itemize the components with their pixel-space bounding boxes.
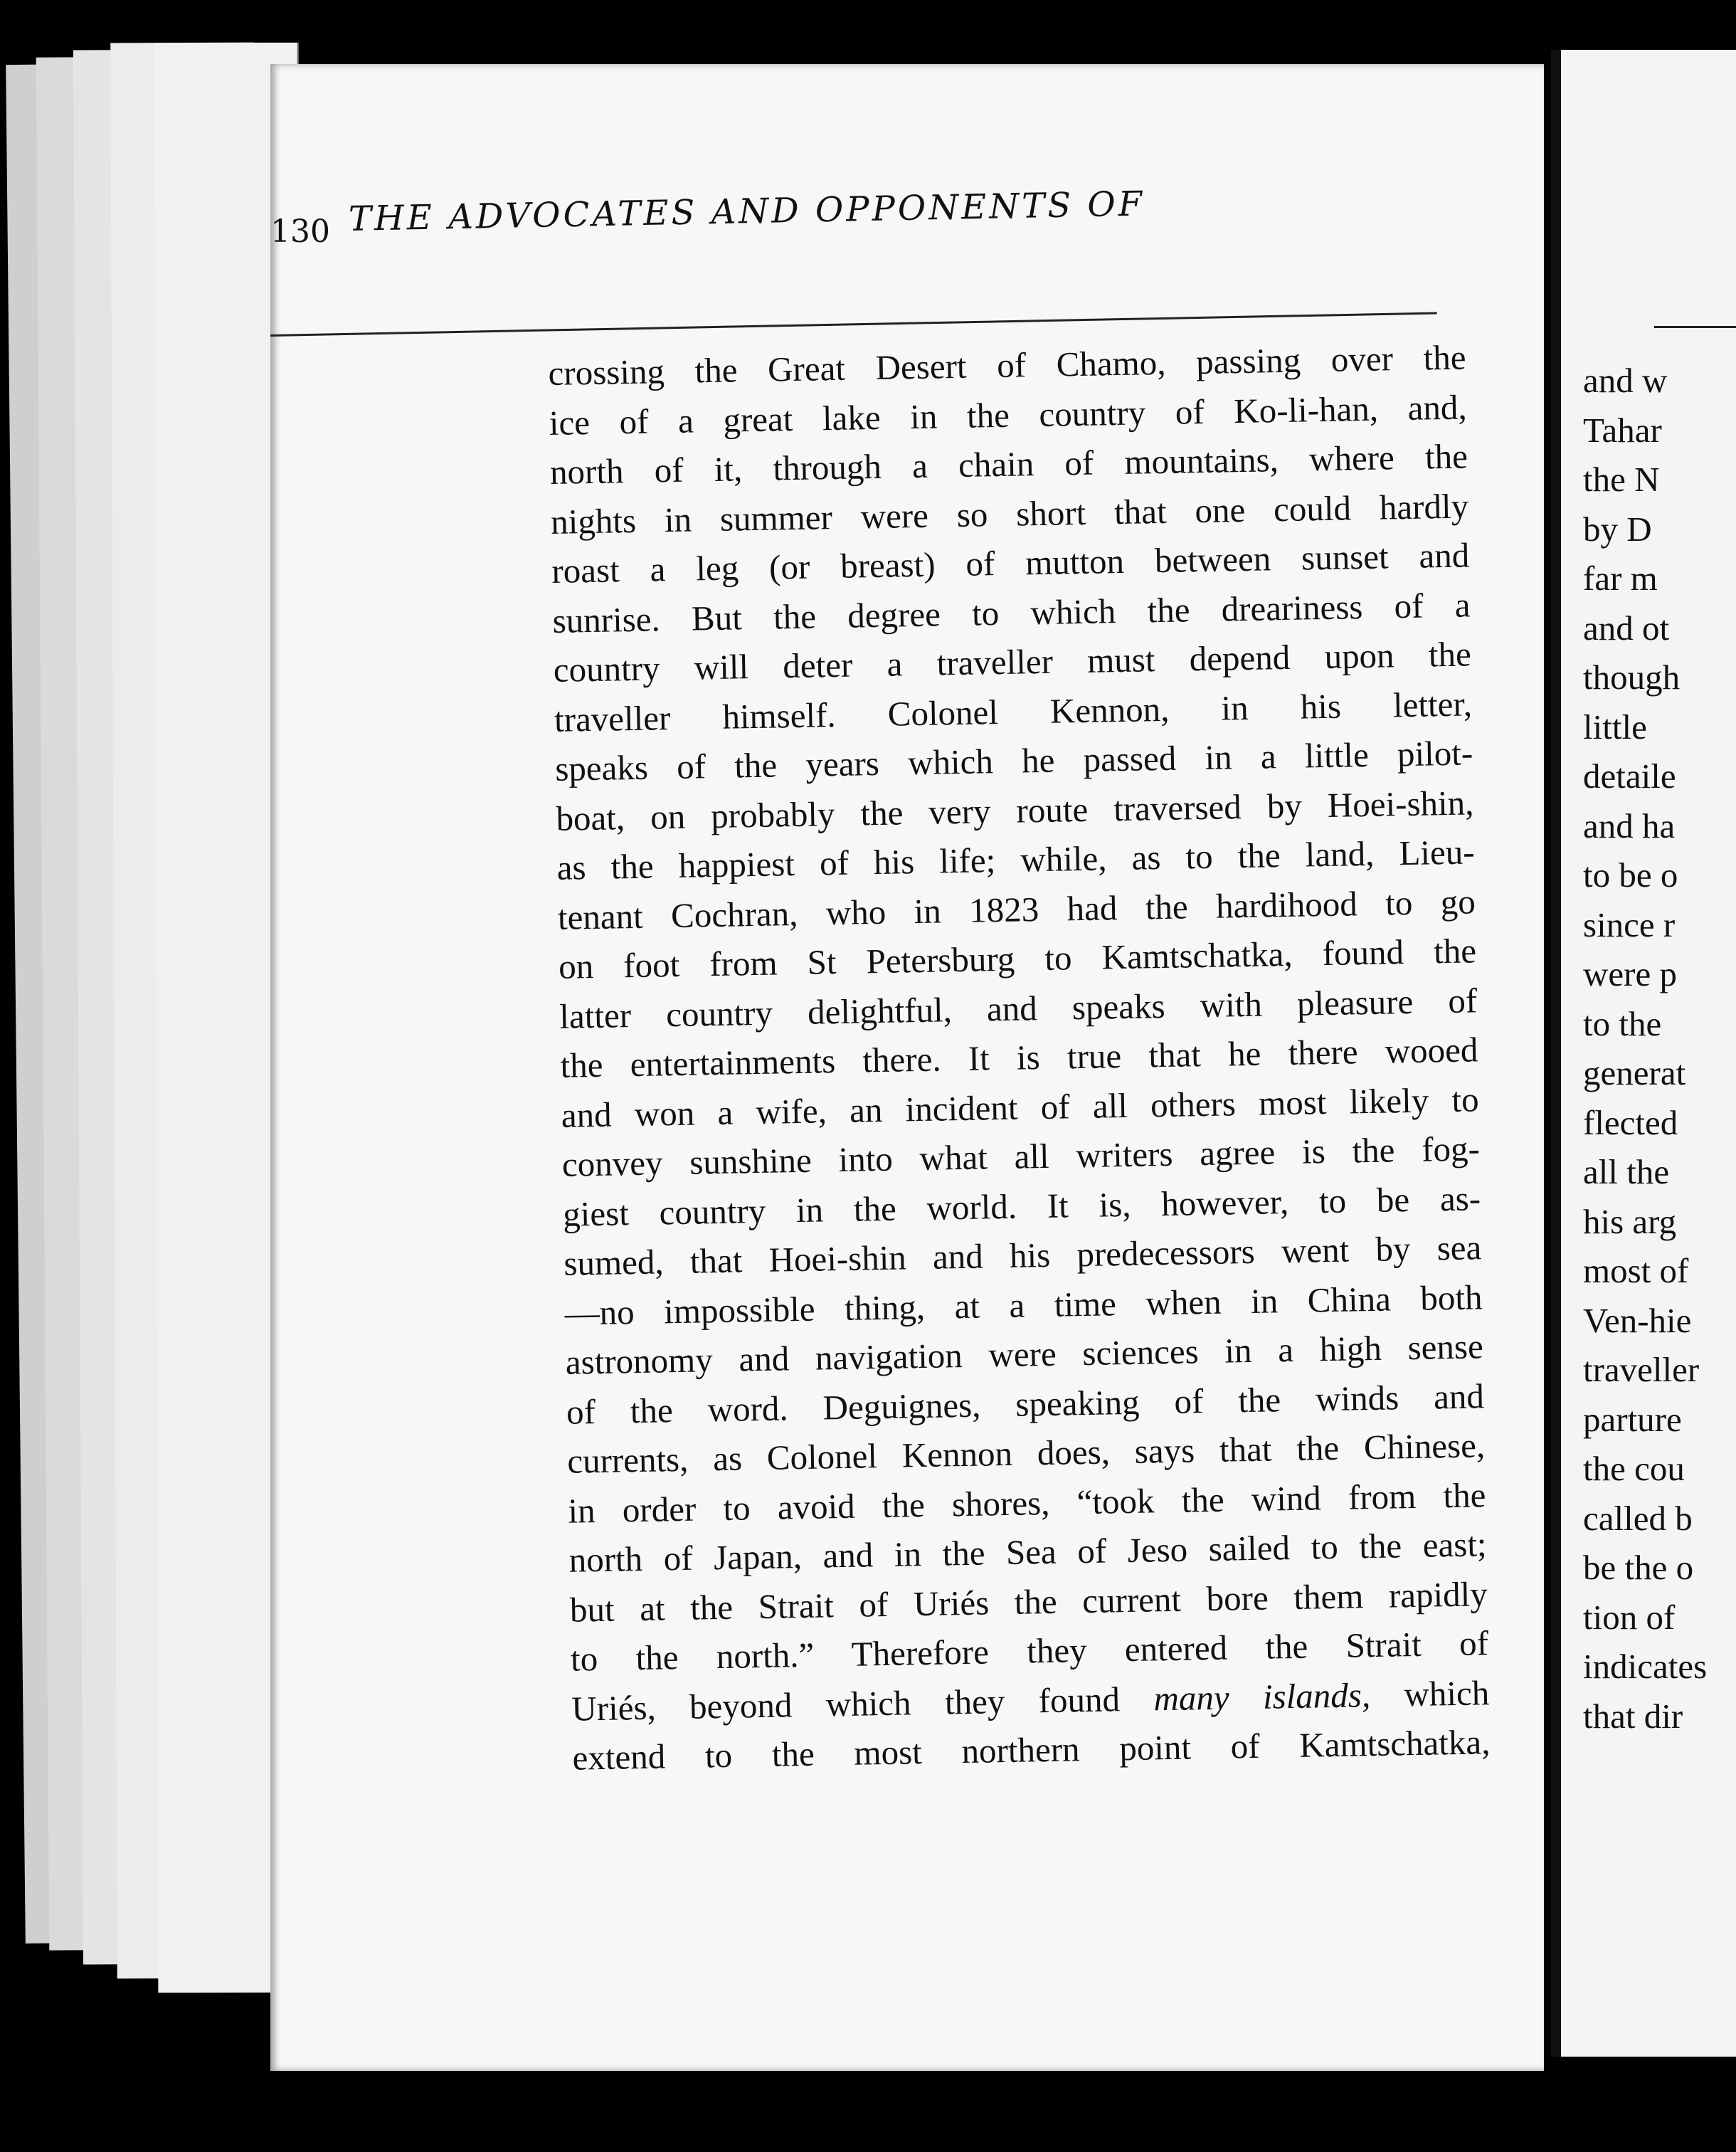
text-line: though — [1583, 658, 1681, 697]
body-text — [548, 332, 1491, 1783]
text-line: sunrise. But the degree to which the dreariness of a — [552, 584, 1471, 640]
text-line: generat — [1583, 1053, 1686, 1092]
text-line: and ot — [1583, 608, 1670, 648]
text-line: parture — [1583, 1399, 1682, 1439]
text-line: roast a leg (or breast) of mutton between sunset and — [551, 535, 1470, 591]
text-line: all the — [1583, 1152, 1670, 1191]
text-line: extend to the most northern point of Kamtschatka, — [572, 1722, 1491, 1778]
text-line: tenant Cochran, who in 1823 had the hardihood to go — [557, 881, 1476, 937]
text-line: most of — [1583, 1251, 1689, 1290]
running-head: THE ADVOCATES AND OPPONENTS OF — [348, 184, 1145, 239]
text-line: be the o — [1583, 1548, 1694, 1587]
text-line: little — [1583, 707, 1647, 747]
text-line: called b — [1583, 1498, 1693, 1538]
text-line: the cou — [1583, 1449, 1685, 1488]
text-line: north of Japan, and in the Sea of Jeso sailed to the east; — [568, 1524, 1487, 1580]
text-line: on foot from St Petersburg to Kamtschatka, found the — [558, 931, 1477, 986]
right-page-text — [1583, 356, 1736, 1741]
text-line: in order to avoid the shores, “took the wind from the — [568, 1475, 1486, 1531]
text-line: latter country delightful, and speaks with pleasure of — [559, 980, 1478, 1036]
text-line: as the happiest of his life; while, as to the land, Lieu- — [556, 832, 1476, 887]
text-line: and won a wife, an incident of all others most likely to — [561, 1079, 1480, 1135]
text-line: currents, as Colonel Kennon does, says that the Chinese, — [566, 1425, 1486, 1481]
text-line: detaile — [1583, 756, 1676, 796]
text-line: ice of a great lake in the country of Ko-li-han, and, — [549, 386, 1468, 443]
text-line: his arg — [1583, 1201, 1677, 1241]
text-line: sumed, that Hoei-shin and his predecessors went by sea — [563, 1228, 1482, 1283]
italic-phrase: many islands, — [1153, 1674, 1371, 1718]
text-line: far m — [1583, 559, 1658, 598]
text-line: but at the Strait of Uriés the current bore them rapidly — [569, 1573, 1488, 1630]
text-line: were p — [1583, 954, 1677, 993]
text-line: traveller himself. Colonel Kennon, in his letter, — [554, 683, 1473, 739]
text-line: flected — [1583, 1102, 1678, 1142]
text-line: of the word. Deguignes, speaking of the winds and — [566, 1376, 1485, 1432]
text-line: north of it, through a chain of mountains, where the — [549, 436, 1468, 492]
text-line: tion of — [1583, 1597, 1676, 1637]
text-line: country will deter a traveller must depend upon the — [553, 634, 1472, 690]
text-line: speaks of the years which he passed in a little pilot- — [554, 733, 1473, 788]
right-header-rule — [1654, 326, 1736, 328]
text-line: the entertainments there. It is true that he there wooed — [560, 1030, 1478, 1085]
text-line: since r — [1583, 904, 1676, 944]
text-segment: which — [1370, 1672, 1490, 1714]
text-line: crossing the Great Desert of Chamo, passing over the — [548, 337, 1466, 393]
text-line: and w — [1583, 361, 1668, 400]
text-line: convey sunshine into what all writers agree is the fog- — [561, 1129, 1481, 1184]
text-line: astronomy and navigation were sciences in a high sense — [565, 1326, 1484, 1382]
text-line: Ven-hie — [1583, 1300, 1692, 1340]
text-line: indicates — [1583, 1647, 1708, 1686]
text-line: by D — [1583, 509, 1652, 549]
text-line: giest country in the world. It is, however, to be as- — [562, 1178, 1481, 1234]
page-number: 130 — [270, 213, 330, 250]
text-line: to the north.” Therefore they entered the Strait of — [570, 1623, 1489, 1679]
text-line: to be o — [1583, 855, 1678, 895]
text-line: boat, on probably the very route traversed by Hoei-shin, — [556, 782, 1474, 838]
text-line: Tahar — [1583, 410, 1662, 450]
text-line: and ha — [1583, 806, 1676, 845]
text-line: —no impossible thing, at a time when in China both — [564, 1277, 1483, 1333]
text-line: nights in summer were so short that one could hardly — [550, 485, 1469, 542]
text-line: the N — [1583, 460, 1660, 499]
text-line: traveller — [1583, 1350, 1700, 1389]
text-line: that dir — [1583, 1696, 1683, 1736]
text-segment: Uriés, beyond which they found — [571, 1678, 1154, 1729]
text-line: to the — [1583, 1003, 1662, 1043]
